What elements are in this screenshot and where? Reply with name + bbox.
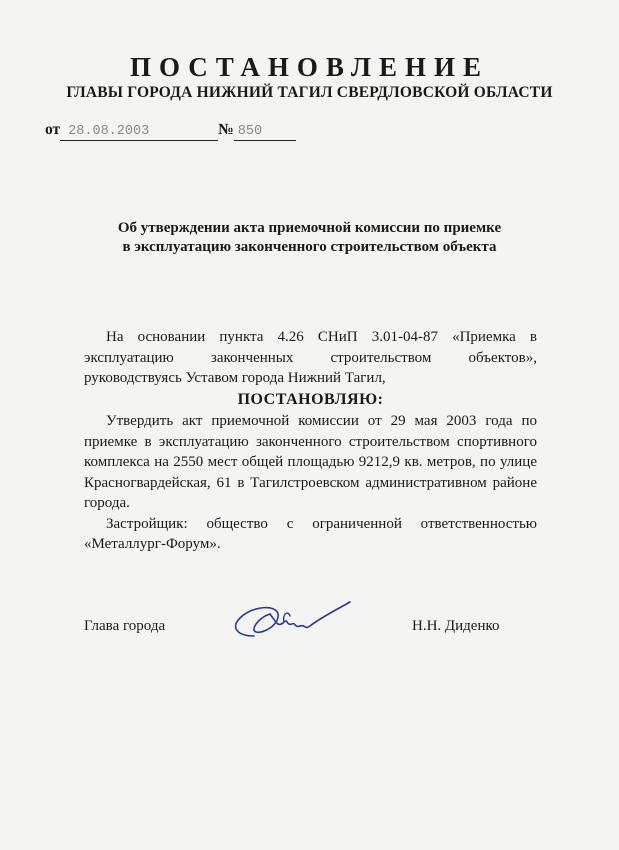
body-paragraph: Застройщик: общество с ограниченной ответственностью «Металлург-Форум». [84, 515, 537, 552]
resolution-body [84, 327, 537, 555]
document-subtitle: ГЛАВЫ ГОРОДА НИЖНИЙ ТАГИЛ СВЕРДЛОВСКОЙ ОБЛАСТИ [66, 84, 553, 101]
heading-line: Об утверждении акта приемочной комиссии по приемке [117, 220, 502, 236]
date-label: от [45, 121, 61, 138]
decree-heading: ПОСТАНОВЛЯЮ: [237, 390, 384, 408]
number-field: 850 [234, 124, 296, 141]
resolution-heading [0, 219, 619, 257]
dateline [45, 121, 296, 141]
date-field: 28.08.2003 [60, 124, 218, 141]
body-paragraph: На основании пункта 4.26 СНиП 3.01-04-87 «Приемка в эксплуатацию законченных строительством объектов», руководствуясь Уставом города Нижний Тагил, [84, 329, 537, 386]
body-paragraph: Утвердить акт приемочной комиссии от 29 мая 2003 года по приемке в эксплуатацию законченного строительством спортивного комплекса на 2550 мест общей площадью 9212,9 кв. метров, по улице Красногвардейская, 61 в Тагилстроевском административном районе города. [84, 413, 537, 511]
number-label: № [218, 121, 234, 138]
handwritten-signature [224, 592, 354, 652]
signatory-name: Н.Н. Диденко [412, 618, 500, 634]
signatory-position: Глава города [84, 618, 166, 634]
document-title: ПОСТАНОВЛЕНИЕ [129, 52, 490, 82]
heading-line: в эксплуатацию законченного строительством объекта [122, 239, 497, 255]
